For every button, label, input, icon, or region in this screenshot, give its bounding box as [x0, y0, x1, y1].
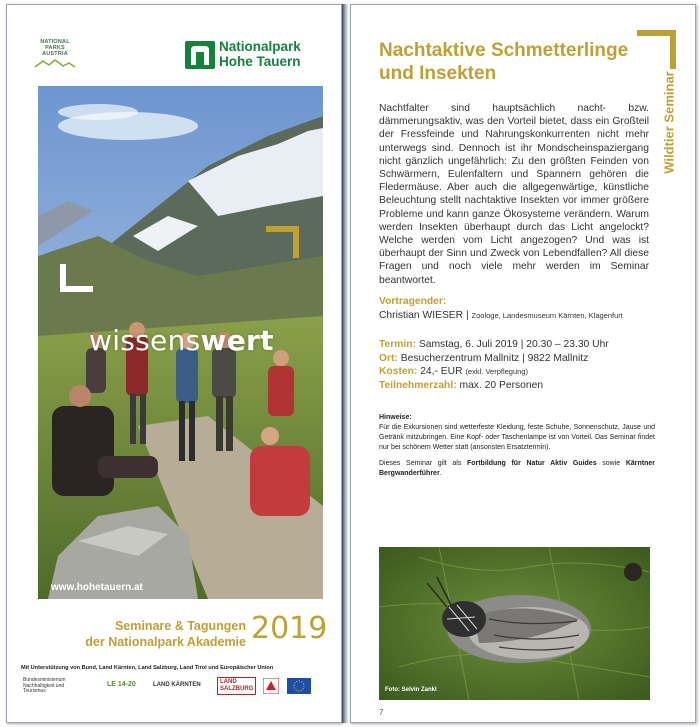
speaker-name: Christian WIESER |: [379, 309, 469, 321]
ministry-logo-text: Bundesministerium Nachhaltigkeit und Tourismus: [23, 677, 66, 694]
teilnehmer-label: Teilnehmerzahl:: [379, 379, 457, 391]
le-logo: LE 14-20: [107, 681, 136, 688]
website-url[interactable]: www.hohetauern.at: [51, 582, 143, 593]
right-page-seminar: [350, 4, 696, 723]
speaker-label: Vortragender:: [379, 296, 447, 307]
category-vertical-label: [659, 65, 679, 185]
kosten-note: (exkl. Verpflegung): [465, 367, 528, 376]
book-spine: [342, 4, 348, 723]
title-line-1: Nachtaktive Schmetterlinge: [379, 40, 629, 61]
seminar-line-2: der Nationalpark Akademie: [85, 635, 246, 649]
fortbildung-mid: sowie: [602, 460, 621, 467]
ort-row: [379, 352, 659, 366]
salzburg-logo: [217, 677, 256, 695]
fortbildung-note: [379, 459, 655, 479]
kosten-value: 24,- EUR: [420, 366, 463, 377]
ort-label: Ort:: [379, 352, 398, 364]
teilnehmer-row: [379, 379, 659, 393]
moth-on-leaf-photo: [379, 547, 650, 700]
cover-photo-hikers: [38, 86, 323, 599]
brand-line-1: Nationalpark: [219, 39, 301, 54]
fortbildung-bold-1: Fortbildung für Natur Aktiv Guides: [466, 460, 597, 467]
moth-photo: [379, 547, 650, 700]
eu-flag-icon: [287, 678, 311, 694]
ort-value: Besucherzentrum Mallnitz | 9822 Mallnitz: [400, 352, 589, 364]
seminar-line-1: Seminare & Tagungen: [114, 619, 246, 633]
brand-line-2: Hohe Tauern: [219, 53, 301, 69]
overlay-light: wissens: [89, 324, 201, 357]
category-label-text: Wildtier Seminar: [661, 71, 677, 174]
wissenswert-overlay: [89, 324, 274, 357]
hinweise-label: Hinweise:: [379, 414, 412, 421]
seminar-title: [379, 39, 639, 85]
sponsor-logos: [21, 676, 333, 696]
speaker-line: [379, 309, 659, 323]
kosten-row: [379, 365, 659, 379]
ministry-logo: [23, 678, 75, 695]
national-parks-austria-logo: [33, 39, 93, 69]
page-number: 7: [379, 708, 384, 717]
termin-label: Termin:: [379, 339, 416, 350]
salzburg-line-1: LAND: [220, 679, 237, 685]
tirol-eagle-icon: [263, 678, 279, 694]
seminar-year: 2019: [251, 611, 328, 646]
seminar-heading: [74, 618, 246, 650]
nph-logo-mark-icon: [185, 41, 215, 69]
fortbildung-bold-2: Kärntner Bergwanderführer: [379, 460, 656, 477]
nph-logo-text: [219, 40, 301, 69]
notes-section: [379, 413, 655, 479]
left-page-cover: [6, 4, 342, 723]
fortbildung-end: .: [439, 470, 442, 477]
termin-row: [379, 338, 659, 352]
salzburg-line-2: SALZBURG: [220, 686, 254, 692]
seminar-description: Nachtfalter sind hauptsächlich nacht- bzw. dämmerungsaktiv, was den Vorteil bietet, dass ein Großteil der Fressfeinde und Nahrungskonkurrenten nicht mehr unterwegs sind. Dennoch ist ihr Mondscheinspaziergang nicht gänzlich ungefährlich: Zu den größten Feinden von Schwärmern, Eulenfaltern und Spannern gehören die Fledermäuse. Aber auch die allgegenwärtige, künstliche Beleuchtung stellt nachtaktive Insekten vor immer größere Probleme und kann ganze Ökosysteme verändern. Warum werden Insekten überhaupt durch das Licht angelockt? Welche werden vom Licht angezogen? Und was ist überhaupt der Sinn und Zweck von Lebendfallen? All diese Fragen und noch viele mehr werden im Seminar beantwortet.: [379, 103, 649, 286]
support-statement: Mit Unterstützung von Bund, Land Kärnten, Land Salzburg, Land Tirol und Europäischer Union: [21, 665, 274, 671]
speaker-info: Zoologe, Landesmuseum Kärnten, Klagenfurt: [471, 310, 623, 320]
fortbildung-pre: Dieses Seminar gilt als: [379, 460, 462, 467]
mountain-icon: [33, 59, 77, 69]
photo-credit: Foto: Selvin Zankl: [385, 687, 437, 693]
title-line-2: und Insekten: [379, 63, 497, 84]
termin-value: Samstag, 6. Juli 2019 | 20.30 – 23.30 Uhr: [418, 339, 609, 350]
nationalpark-hohe-tauern-logo: [185, 40, 335, 74]
npa-logo-text: NATIONAL PARKS AUSTRIA: [40, 39, 70, 57]
kaernten-logo: LAND KÄRNTEN: [153, 682, 201, 688]
event-details: [379, 338, 659, 392]
overlay-bold: wert: [200, 324, 274, 357]
hinweise-text: Für die Exkursionen sind wetterfeste Kleidung, feste Schuhe, Sonnenschutz, Jause und Getränk mitzubringen. Eine Kopf- oder Taschenlampe ist von Vorteil. Das Seminar findet nur bei schönem Wetter statt (ansonsten Ersatztermin).: [379, 424, 655, 451]
kosten-label: Kosten:: [379, 366, 418, 377]
speaker-section: [379, 295, 659, 322]
teilnehmer-value: max. 20 Personen: [459, 379, 544, 391]
